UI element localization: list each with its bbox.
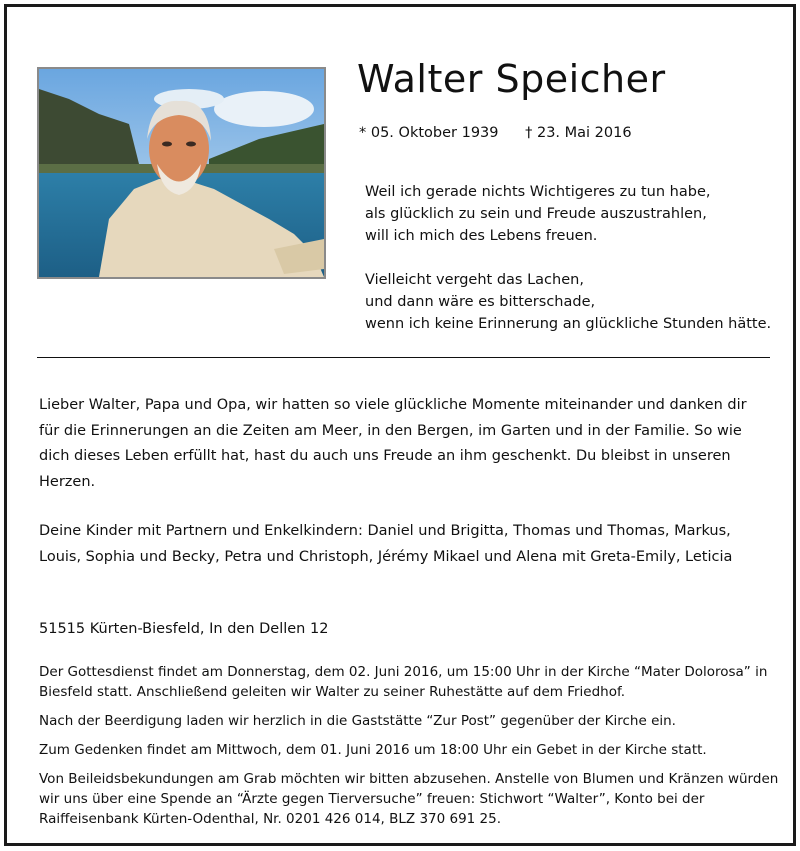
poem-line: und dann wäre es bitterschade, bbox=[365, 294, 596, 310]
portrait-photo bbox=[37, 67, 326, 279]
address: 51515 Kürten-Biesfeld, In den Dellen 12 bbox=[39, 621, 329, 637]
poem-line: Weil ich gerade nichts Wichtigeres zu tun habe, bbox=[365, 184, 711, 200]
life-dates bbox=[359, 125, 632, 141]
poem-line: Vielleicht vergeht das Lachen, bbox=[365, 272, 584, 288]
poem bbox=[365, 181, 771, 357]
poem-stanza bbox=[365, 181, 771, 247]
notice-paragraph: Der Gottesdienst findet am Donnerstag, dem 02. Juni 2016, um 15:00 Uhr in der Kirche “Mater Dolorosa” in Biesfeld statt. Anschließend geleiten wir Walter zu seiner Ruhestätte auf dem Friedhof. bbox=[39, 664, 768, 700]
poem-line: wenn ich keine Erinnerung an glückliche Stunden hätte. bbox=[365, 316, 772, 332]
personal-message: Lieber Walter, Papa und Opa, wir hatten so viele glückliche Momente miteinander und danken dir für die Erinnerungen an die Zeiten am Meer, in den Bergen, im Garten und in der Familie. So wie dich dieses Leben erfüllt hat, hast du auch uns Freude an ihm geschenkt. Du bleibst in unseren Herzen. bbox=[39, 397, 747, 490]
poem-line: als glücklich zu sein und Freude auszustrahlen, bbox=[365, 206, 707, 222]
notice-paragraph: Nach der Beerdigung laden wir herzlich in die Gaststätte “Zur Post” gegenüber der Kirche ein. bbox=[39, 713, 676, 729]
family-list: Deine Kinder mit Partnern und Enkelkindern: Daniel und Brigitta, Thomas und Thomas, Markus, Louis, Sophia und Becky, Petra und Christoph, Jérémy Mikael und Alena mit Greta-Emily, Leticia bbox=[39, 523, 733, 565]
poem-line: will ich mich des Lebens freuen. bbox=[365, 228, 598, 244]
notice-paragraph: Zum Gedenken findet am Mittwoch, dem 01. Juni 2016 um 18:00 Uhr ein Gebet in der Kirche statt. bbox=[39, 742, 707, 758]
obituary-card bbox=[4, 4, 796, 846]
notice-paragraph: Von Beileidsbekundungen am Grab möchten wir bitten abzusehen. Anstelle von Blumen und Kränzen würden wir uns über eine Spende an “Ärzte gegen Tierversuche” freuen: Stichwort “Walter”, Konto bei der Raiffeisenbank Kürten-Odenthal, Nr. 0201 426 014, BLZ 370 691 25. bbox=[39, 771, 779, 827]
poem-stanza bbox=[365, 269, 771, 335]
divider bbox=[37, 357, 770, 358]
birth-date: * 05. Oktober 1939 bbox=[359, 125, 499, 141]
deceased-name: Walter Speicher bbox=[357, 57, 666, 101]
service-notices bbox=[39, 662, 779, 838]
death-date: † 23. Mai 2016 bbox=[525, 125, 632, 141]
